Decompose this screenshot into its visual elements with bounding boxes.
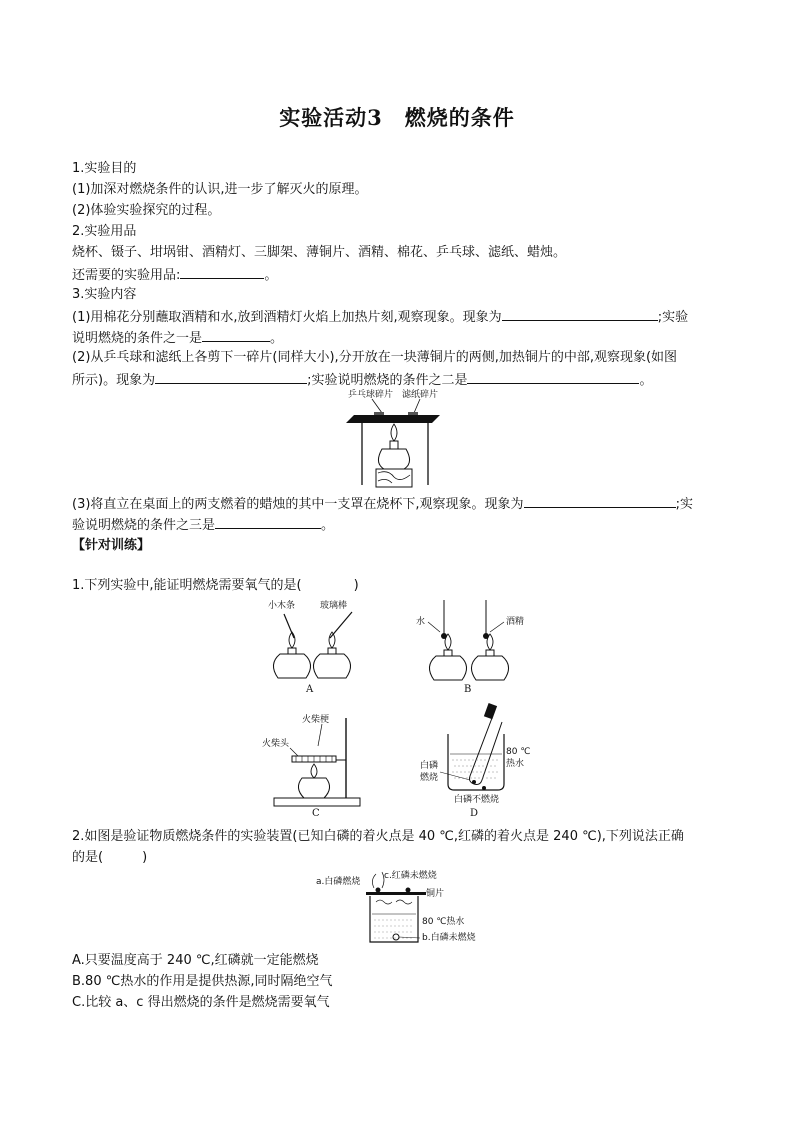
label-glass-rod: 玻璃棒 <box>320 601 348 611</box>
p2b-suffix: 。 <box>639 373 653 388</box>
q1-figure-b <box>414 598 534 696</box>
section-2-need <box>72 265 277 285</box>
label-burning: 燃烧 <box>420 773 439 783</box>
answer-blank[interactable] <box>202 328 270 342</box>
label-white-phosphorus: 白磷 <box>420 761 439 771</box>
label-alcohol: 酒精 <box>506 617 525 627</box>
label-pingpong: 乒乓球碎片 <box>348 390 394 400</box>
label-80c: 80 ℃ <box>506 747 531 757</box>
q2-stem-2: 的是( ) <box>72 850 148 865</box>
q1-figure-a <box>262 598 368 696</box>
need-prefix: 还需要的实验用品: <box>72 268 181 283</box>
copper-plate-figure <box>344 387 454 489</box>
section-3-p2a: (2)从乒乓球和滤纸上各剪下一碎片(同样大小),分开放在一块薄铜片的两侧,加热铜片的中部,观察现象(如图 <box>72 350 678 365</box>
label-b-white-not-burning: b.白磷未燃烧 <box>422 933 476 943</box>
label-copper-plate: 铜片 <box>426 889 445 899</box>
label-a-white-burning: a.白磷燃烧 <box>316 877 361 887</box>
q1-stem: 1.下列实验中,能证明燃烧需要氧气的是( ) <box>72 578 359 593</box>
q2-figure <box>316 866 486 950</box>
section-3-p3a <box>72 494 693 514</box>
p3b-suffix: 。 <box>321 518 335 533</box>
p1b-suffix: 。 <box>270 331 284 346</box>
label-wood-stick: 小木条 <box>268 601 296 611</box>
section-2-heading: 2.实验用品 <box>72 224 137 239</box>
q2-option-b: B.80 ℃热水的作用是提供热源,同时隔绝空气 <box>72 974 333 989</box>
answer-blank[interactable] <box>524 494 676 508</box>
p1a-text: (1)用棉花分别蘸取酒精和水,放到酒精灯火焰上加热片刻,观察现象。现象为 <box>72 310 502 325</box>
section-1-line-1: (1)加深对燃烧条件的认识,进一步了解灭火的原理。 <box>72 182 368 197</box>
answer-blank[interactable] <box>467 370 639 384</box>
section-2-items: 烧杯、镊子、坩埚钳、酒精灯、三脚架、薄铜片、酒精、棉花、乒乓球、滤纸、蜡烛。 <box>72 245 567 260</box>
q2-stem-1: 2.如图是验证物质燃烧条件的实验装置(已知白磷的着火点是 40 ℃,红磷的着火点是 240 ℃),下列说法正确 <box>72 829 684 844</box>
label-c-red-not-burning: c.红磷未燃烧 <box>384 871 437 881</box>
answer-blank[interactable] <box>502 307 658 321</box>
page-title: 实验活动3 燃烧的条件 <box>279 105 515 130</box>
q1-figure-d <box>414 700 534 820</box>
label-match-stick: 火柴梗 <box>302 715 330 725</box>
caption-a: A <box>306 684 314 695</box>
p3b-text: 验说明燃烧的条件之三是 <box>72 518 216 533</box>
label-water: 水 <box>416 617 426 627</box>
label-hot-water: 热水 <box>506 759 525 769</box>
p2b-mid-text: ;实验说明燃烧的条件之二是 <box>307 373 468 388</box>
label-not-burning: 白磷不燃烧 <box>454 795 500 805</box>
label-80c-hot-water: 80 ℃热水 <box>422 917 465 927</box>
need-suffix: 。 <box>264 268 278 283</box>
answer-blank[interactable] <box>155 370 307 384</box>
section-3-p3b <box>72 515 334 535</box>
q2-option-a: A.只要温度高于 240 ℃,红磷就一定能燃烧 <box>72 953 319 968</box>
label-filter-paper: 滤纸碎片 <box>402 390 439 400</box>
training-heading: 【针对训练】 <box>72 538 151 553</box>
q1-figure-c <box>262 712 372 820</box>
section-3-heading: 3.实验内容 <box>72 287 137 302</box>
q2-option-c: C.比较 a、c 得出燃烧的条件是燃烧需要氧气 <box>72 995 330 1010</box>
p3a-text: (3)将直立在桌面上的两支燃着的蜡烛的其中一支罩在烧杯下,观察现象。现象为 <box>72 497 524 512</box>
section-3-p1b <box>72 328 283 348</box>
p1b-text: 说明燃烧的条件之一是 <box>72 331 203 346</box>
answer-blank[interactable] <box>180 265 264 279</box>
section-1-heading: 1.实验目的 <box>72 161 137 176</box>
caption-b: B <box>464 684 472 695</box>
label-match-head: 火柴头 <box>262 739 290 749</box>
caption-d: D <box>470 808 479 819</box>
p3a-suffix: ;实 <box>675 497 693 512</box>
p1a-suffix: ;实验 <box>657 310 689 325</box>
section-1-line-2: (2)体验实验探究的过程。 <box>72 203 221 218</box>
section-3-p1a <box>72 307 688 327</box>
answer-blank[interactable] <box>215 515 321 529</box>
caption-c: C <box>312 808 320 819</box>
p2b-text: 所示)。现象为 <box>72 373 156 388</box>
